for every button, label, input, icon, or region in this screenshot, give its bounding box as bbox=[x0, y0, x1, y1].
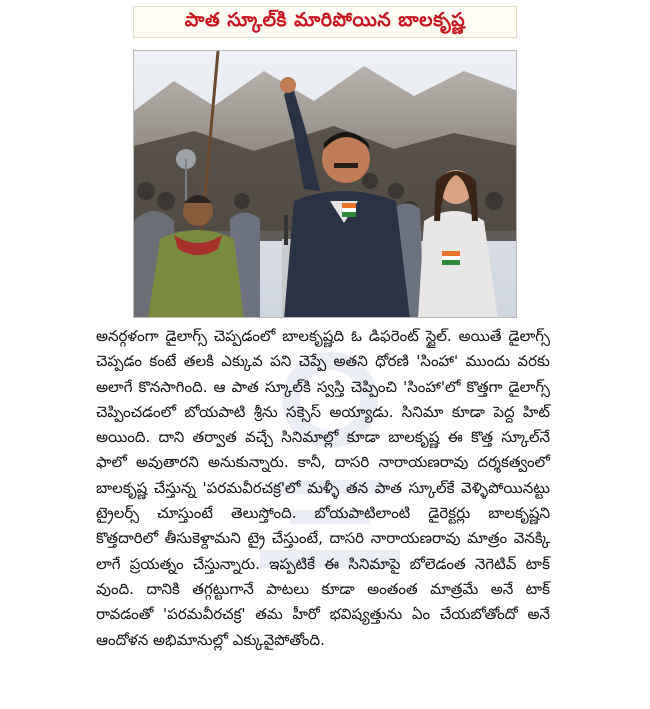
article-photo bbox=[133, 50, 517, 318]
article-body: అనర్గళంగా డైలాగ్స్ చెప్పడంలో బాలకృష్ణది ఓ డిఫరెంట్ స్టైల్. అయితే డైలాగ్స్ చెప్పడం కంటే తలకి ఎక్కువ పని చెప్పే అతని ధోరణి 'సింహా' ముందు వరకు అలాగే కొనసాగింది. ఆ పాత స్కూల్‌కి స్వస్తి చెప్పించి 'సింహా'లో కొత్తగా డైలాగ్స్ చెప్పించడంలో బోయపాటి శ్రీను సక్సెస్ అయ్యాడు. సినిమా కూడా పెద్ద హిట్ అయింది. దాని తర్వాత వచ్చే సినిమాల్లో కూడా బాలకృష్ణ ఈ కొత్త స్కూల్‌నే ఫాలో అవుతారని అనుకున్నారు. కానీ, దాసరి నారాయణరావు దర్శకత్వంలో బాలకృష్ణ చేస్తున్న 'పరమవీరచక్ర'లో మళ్ళీ తన పాత స్కూల్‌కే వెళ్ళిపోయినట్టు ట్రైలర్స్ చూస్తుంటే తెలుస్తోంది. బోయపాటిలాంటి డైరెక్టర్లు బాలకృష్ణని కొత్తదారిలో తీసుకెళ్దామని ట్రై చేస్తుంటే, దాసరి నారాయణరావు మాత్రం వెనక్కి లాగే ప్రయత్నం చేస్తున్నారు. ఇప్పటికే ఈ సినిమాపై బోలెడంత నెగెటివ్ టాక్ వుంది. దానికి తగ్గట్టుగానే పాటలు కూడా అంతంత మాత్రమే అనే టాక్ రావడంతో 'పరమవీరచక్ర' తమ హీరో భవిష్యత్తును ఏం చేయబోతోందో అనే ఆందోళన అభిమానుల్లో ఎక్కువైపోతోంది. bbox=[96, 327, 550, 649]
article-headline: పాత స్కూల్‌కి మారిపోయిన బాలకృష్ణ bbox=[133, 6, 517, 38]
film-still-image bbox=[134, 51, 517, 318]
